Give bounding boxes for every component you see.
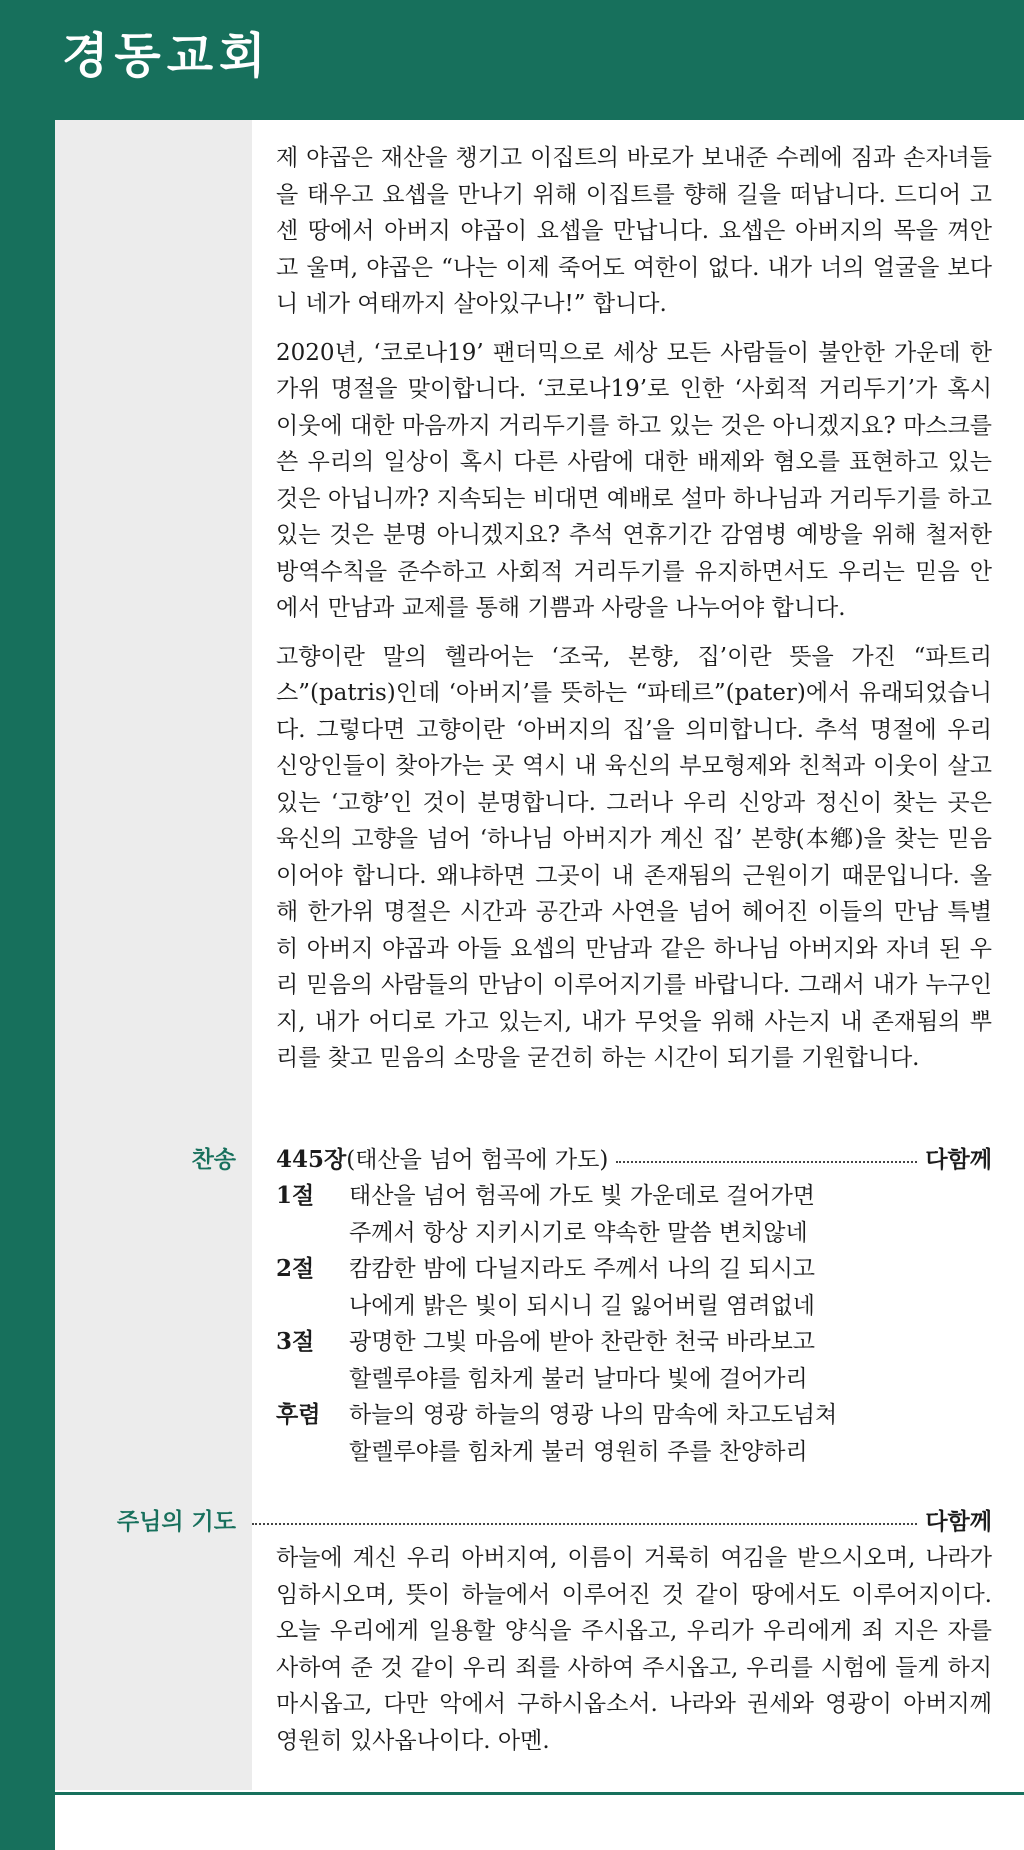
dotted-leader	[252, 1523, 917, 1525]
hymn-header	[276, 1142, 992, 1178]
verse-line: 나에게 밝은 빛이 되시니 길 잃어버릴 염려없네	[349, 1292, 816, 1319]
hymn-section-label: 찬송	[191, 1147, 236, 1173]
hymn-chorus	[276, 1397, 992, 1470]
verse-label: 후렴	[276, 1401, 321, 1428]
together-label: 다함께	[925, 1147, 992, 1173]
verse-line: 주께서 항상 지키시기로 약속한 말씀 변치않네	[349, 1219, 808, 1246]
prayer-header	[252, 1504, 992, 1540]
verse-line: 광명한 그빛 마음에 받아 찬란한 천국 바라보고	[349, 1329, 816, 1355]
verse-line: 태산을 넘어 험곡에 가도 빛 가운데로 걸어가면	[349, 1183, 816, 1209]
church-name: 경동교회	[62, 28, 272, 84]
verse-line: 하늘의 영광 하늘의 영광 나의 맘속에 차고도넘쳐	[349, 1402, 838, 1428]
prayer-section-label: 주님의 기도	[116, 1509, 236, 1535]
verse-line: 캄캄한 밤에 다닐지라도 주께서 나의 길 되시고	[349, 1256, 816, 1282]
dotted-leader	[616, 1161, 917, 1163]
sermon-paragraph: 2020년, ‘코로나19’ 팬더믹으로 세상 모든 사람들이 불안한 가운데 한가위 명절을 맞이합니다. ‘코로나19’로 인한 ‘사회적 거리두기’가 혹시 이웃에 대한 마음까지 거리두기를 하고 있는 것은 아니겠지요? 마스크를 쓴 우리의 일상이 혹시 다른 사람에 대한 배제와 혐오를 표현하고 있는 것은 아닙니까? 지속되는 비대면 예배로 설마 하나님과 거리두기를 하고 있는 것은 분명 아니겠지요? 추석 연휴기간 감염병 예방을 위해 철저한 방역수칙을 준수하고 사회적 거리두기를 유지하면서도 우리는 믿음 안에서 만남과 교제를 통해 기쁨과 사랑을 나누어야 합니다.	[276, 339, 992, 621]
verse-label: 2절	[276, 1255, 315, 1282]
together-label: 다함께	[925, 1509, 992, 1535]
sermon-paragraph: 고향이란 말의 헬라어는 ‘조국, 본향, 집’이란 뜻을 가진 “파트리스”(patris)인데 ‘아버지’를 뜻하는 “파테르”(pater)에서 유래되었습니다. 그렇다면 고향이란 ‘아버지의 집’을 의미합니다. 추석 명절에 우리 신앙인들이 찾아가는 곳 역시 내 육신의 부모형제와 친척과 이웃이 살고 있는 ‘고향’인 것이 분명합니다. 그러나 우리 신앙과 정신이 찾는 곳은 육신의 고향을 넘어 ‘하나님 아버지가 계신 집’ 본향(本鄕)을 찾는 믿음이어야 합니다. 왜냐하면 그곳이 내 존재됨의 근원이기 때문입니다. 올해 한가위 명절은 시간과 공간과 사연을 넘어 헤어진 이들의 만남 특별히 아버지 야곱과 아들 요셉의 만남과 같은 하나님 아버지와 자녀 된 우리 믿음의 사람들의 만남이 이루어지기를 바랍니다. 그래서 내가 누구인지, 내가 어디로 가고 있는지, 내가 무엇을 위해 사는지 내 존재됨의 뿌리를 찾고 믿음의 소망을 굳건히 하는 시간이 되기를 기원합니다.	[276, 643, 992, 1071]
verse-line: 할렐루야를 힘차게 불러 영원히 주를 찬양하리	[349, 1438, 808, 1465]
lords-prayer-text: 하늘에 계신 우리 아버지여, 이름이 거룩히 여김을 받으시오며, 나라가 임하시오며, 뜻이 하늘에서 이루어진 것 같이 땅에서도 이루어지이다. 오늘 우리에게 일용할 양식을 주시옵고, 우리가 우리에게 죄 지은 자를 사하여 준 것 같이 우리 죄를 사하여 주시옵고, 우리를 시험에 들게 하지 마시옵고, 다만 악에서 구하시옵소서. 나라와 권세와 영광이 아버지께 영원히 있사옵나이다. 아멘.	[276, 1545, 992, 1754]
verse-line: 할렐루야를 힘차게 불러 날마다 빛에 걸어가리	[349, 1365, 808, 1392]
hymn-verse	[276, 1178, 992, 1251]
verse-label: 3절	[276, 1328, 315, 1355]
hymn-verse	[276, 1251, 992, 1324]
hymn-title: (태산을 넘어 험곡에 가도)	[346, 1147, 609, 1173]
hymn-number: 445장	[276, 1146, 347, 1173]
bottom-divider	[55, 1792, 1024, 1795]
sermon-body	[276, 140, 992, 1077]
hymn-verse	[276, 1324, 992, 1397]
sermon-paragraph: 제 야곱은 재산을 챙기고 이집트의 바로가 보내준 수레에 짐과 손자녀들을 태우고 요셉을 만나기 위해 이집트를 향해 길을 떠납니다. 드디어 고센 땅에서 아버지 야곱이 요셉을 만납니다. 요셉은 아버지의 목을 껴안고 울며, 야곱은 “나는 이제 죽어도 여한이 없다. 내가 너의 얼굴을 보다니 네가 여태까지 살아있구나!” 합니다.	[276, 145, 992, 317]
verse-label: 1절	[276, 1182, 315, 1209]
left-margin-bar	[0, 0, 55, 1850]
hymn-verses	[276, 1178, 992, 1470]
